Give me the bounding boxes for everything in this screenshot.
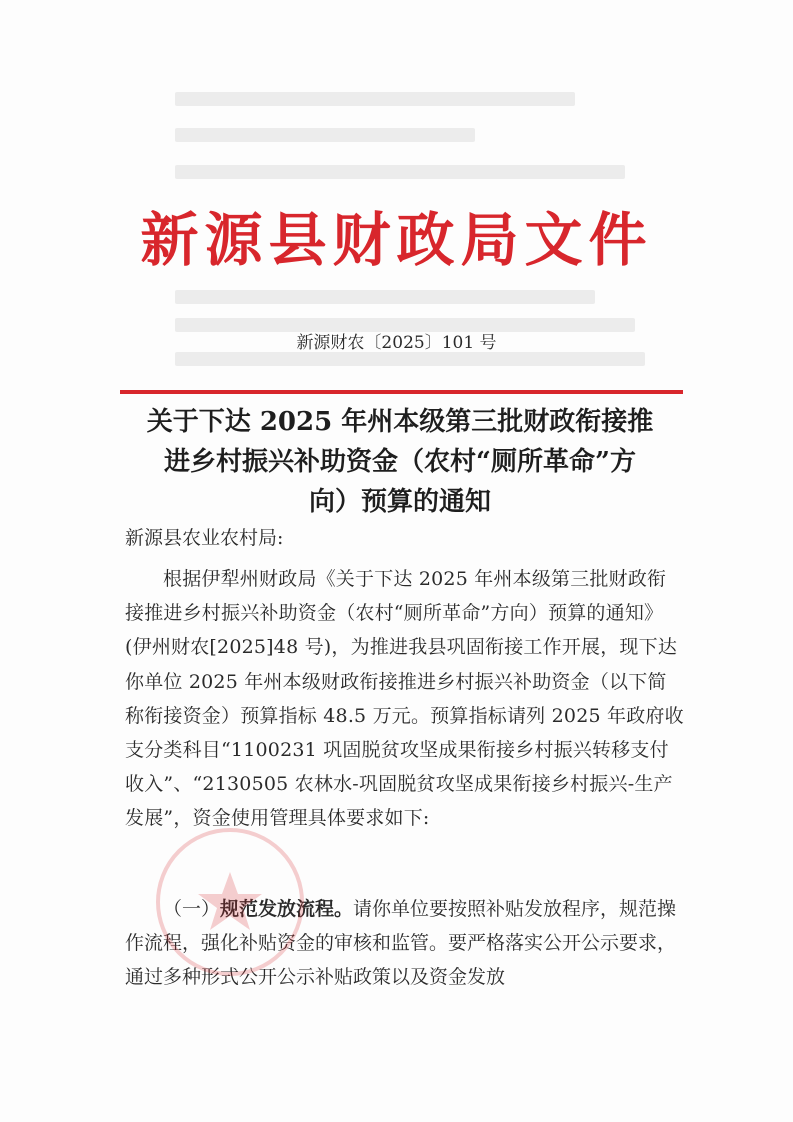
notice-title-line-1: 关于下达 2025 年州本级第三批财政衔接推 <box>146 407 654 437</box>
notice-title <box>100 402 700 522</box>
section-1-prefix: （一） <box>163 898 221 920</box>
notice-title-line-3: 向）预算的通知 <box>308 487 491 517</box>
section-1-label: 规范发放流程。 <box>220 898 354 920</box>
red-divider <box>120 390 683 394</box>
section-1-text: 请你单位要按照补贴发放程序，规范操作流程，强化补贴资金的审核和监管。要严格落实公开公示要求，通过多种形式公开公示补贴政策以及资金发放 <box>125 898 677 989</box>
document-number: 新源财农〔2025〕101 号 <box>296 333 497 353</box>
section-1 <box>125 892 685 995</box>
addressee: 新源县农业农村局: <box>125 527 284 549</box>
notice-title-line-2: 进乡村振兴补助资金（农村“厕所革命”方 <box>164 447 636 477</box>
org-header-title: 新源县财政局文件 <box>140 206 653 274</box>
body-paragraph: 根据伊犁州财政局《关于下达 2025 年州本级第三批财政衔接推进乡村振兴补助资金（农村“厕所革命”方向）预算的通知》(伊州财农[2025]48 号)，为推进我县巩固衔接工作开展，现下达你单位 2025 年州本级财政衔接推进乡村振兴补助资金（以下简称衔接资金）预算指标 48.5 万元。预算指标请列 2025 年政府收支分类科目“1100231 巩固脱贫攻坚成果衔接乡村振兴转移支付收入”、“2130505 农林水-巩固脱贫攻坚成果衔接乡村振兴-生产发展”，资金使用管理具体要求如下: <box>125 568 684 830</box>
